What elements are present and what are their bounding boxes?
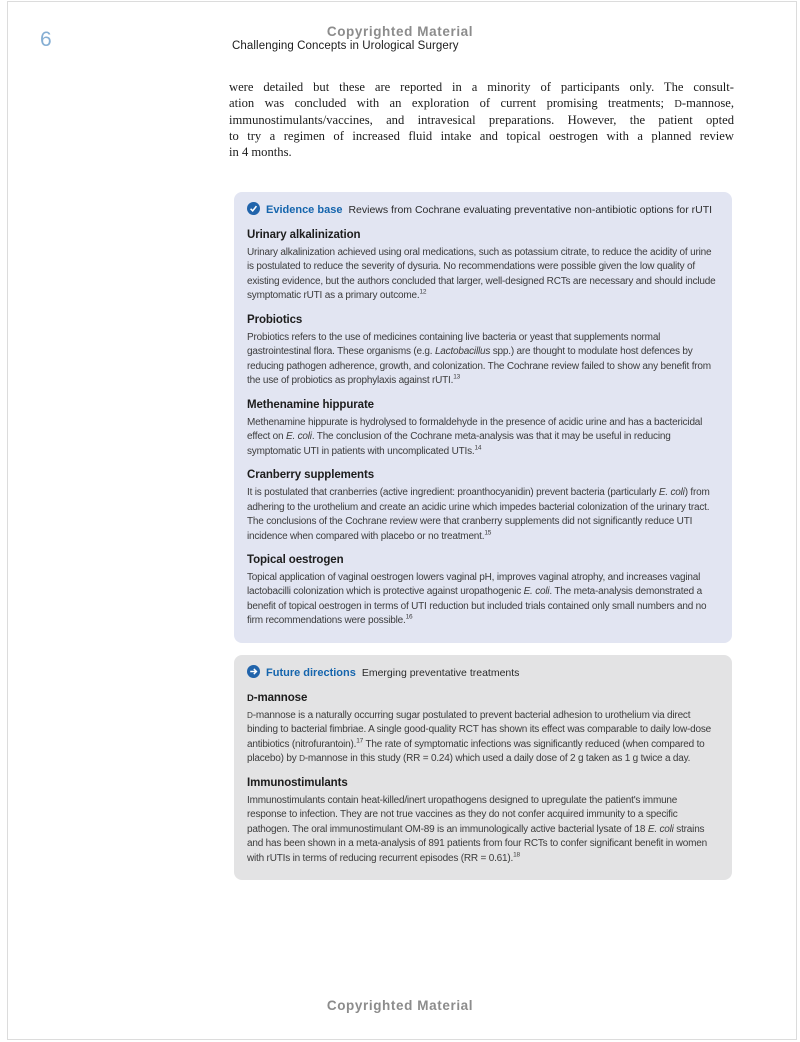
future-directions-title: Emerging preventative treatments [361,666,520,679]
top-watermark: Copyrighted Material [326,24,474,39]
check-circle-icon [247,202,260,215]
heading-topical-oestrogen: Topical oestrogen [247,554,344,566]
future-directions-header [247,665,719,682]
evidence-base-header [247,202,719,219]
feature-boxes [234,192,732,892]
heading-methenamine-hippurate: Methenamine hippurate [247,398,374,411]
page-number: 6 [40,28,52,51]
intro-line: to try a regimen of increased fluid intake and topical oestrogen with a planned review [229,128,734,143]
paragraph-topical-oestrogen: Topical application of vaginal oestrogen lowers vaginal pH, improves vaginal atrophy, and increases vaginal lactobacilli colonization which is protective against uropathogenic E. coli. The meta-analysis demonstrated a benefit of topical oestrogen in terms of UTI reduction but included trials contained only small numbers and no firm recommendations were possible.$^{16}$ [247,571,707,627]
bottom-watermark: Copyrighted Material [326,998,474,1013]
paragraph-immunostimulants: Immunostimulants contain heat-killed/inert uropathogens designed to upregulate the patient's immune response to infection. They are not true vaccines as they do not confer acquired immunity to a specific pathogen. The oral immunostimulant OM-89 is an immunologically active bacterial lysate of 18 E. coli strains and has been shown in a meta-analysis of 891 patients from four RCTs to confer significant benefit in women with rUTIs in terms of reducing recurrent episodes (RR = 0.61).$^{18}$ [247,794,707,864]
evidence-base-label: Evidence base [266,204,343,216]
intro-line: immunostimulants/vaccines, and intravesical preparations. However, the patient opted [229,112,734,127]
paragraph-urinary-alkalinization: Urinary alkalinization achieved using oral medications, such as potassium citrate, to reduce the acidity of urine is postulated to reduce the severity of dysuria. No recommendations were possible given the low quality of existing evidence, but the authors concluded that larger, well-designed RCTs are necessary and should include symptomatic rUTI as a primary outcome.$^{12}$ [247,246,716,302]
paragraph-methenamine-hippurate: Methenamine hippurate is hydrolysed to formaldehyde in the presence of acidic urine and has a bactericidal effect on E. coli. The conclusion of the Cochrane meta-analysis was that it may be useful in reducing symptomatic UTI in patients with uncomplicated UTIs.$^{14}$ [247,416,703,457]
arrow-right-circle-icon [247,665,260,678]
intro-line: were detailed but these are reported in a minority of participants only. The consult- [229,80,734,94]
paragraph-d-mannose: D-mannose is a naturally occurring sugar postulated to prevent bacterial adhesion to urothelium via direct binding to bacterial fimbriae. A single good-quality RCT has shown its effect was comparable to daily low-dose antibiotics (nitrofurantoin).$^{17}$ The rate of symptomatic infections was significantly reduced (when compared to placebo) by D-mannose in this study (RR = 0.24) which used a daily dose of 2 g taken as 1 g twice a day. [247,709,712,765]
paragraph-cranberry-supplements: It is postulated that cranberries (active ingredient: proanthocyanidin) prevent bacteria (particularly E. coli) from adhering to the urothelium and create an acidic urine which impedes bacterial colonization of the urinary tract. The conclusions of the Cochrane review were that cranberry supplements did not significantly reduce UTI incidence when compared with placebo or no treatment.$^{15}$ [247,487,710,542]
heading-immunostimulants: Immunostimulants [247,776,348,789]
future-directions-label: Future directions [266,666,356,679]
evidence-base-title: Reviews from Cochrane evaluating preventative non-antibiotic options for rUTI [348,204,713,216]
heading-d-mannose: D-mannose [247,691,308,704]
intro-line: in 4 months. [229,144,292,159]
heading-urinary-alkalinization: Urinary alkalinization [247,228,361,241]
evidence-base-box [234,192,732,643]
heading-cranberry-supplements: Cranberry supplements [247,469,374,482]
paragraph-probiotics: Probiotics refers to the use of medicines containing live bacteria or yeast that supplements normal gastrointestinal flora. These organisms (e.g. Lactobacillus spp.) are thought to modulate host defences by reducing pathogen adherence, growth, and colonization. The Cochrane review failed to show any benefit from the use of probiotics as prophylaxis against rUTI.$^{13}$ [247,331,711,387]
running-head-book-title: Challenging Concepts in Urological Surgery [232,40,459,52]
intro-line: ation was concluded with an exploration of current promising treatments; D-mannose, [229,95,734,110]
heading-probiotics: Probiotics [247,313,303,326]
intro-paragraph [229,80,734,161]
future-directions-box [234,655,732,880]
